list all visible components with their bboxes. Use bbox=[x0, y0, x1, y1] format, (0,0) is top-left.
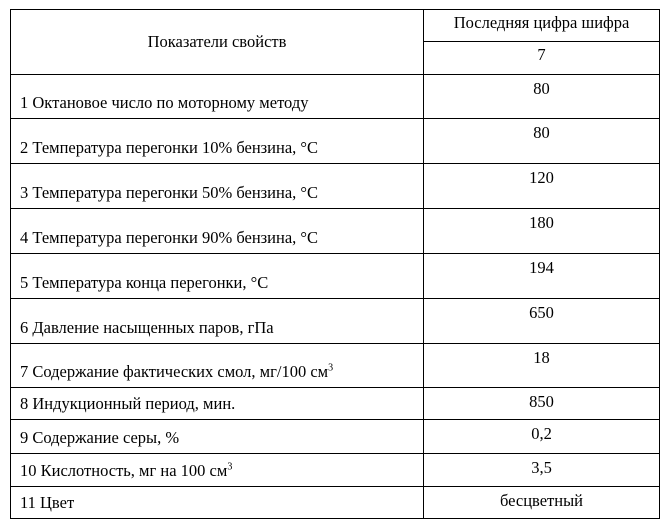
superscript: 3 bbox=[328, 362, 334, 374]
property-value: 0,2 bbox=[531, 424, 552, 443]
property-value: 80 bbox=[533, 123, 550, 142]
table-row bbox=[11, 254, 660, 299]
table-row bbox=[11, 119, 660, 164]
property-value: бесцветный bbox=[499, 491, 584, 510]
cipher-digit-cell bbox=[424, 42, 660, 75]
table-row bbox=[11, 454, 660, 487]
property-name: 9 Содержание серы, % bbox=[20, 428, 180, 447]
table-row bbox=[11, 420, 660, 454]
property-name: 3 Температура перегонки 50% бензина, °С bbox=[20, 183, 319, 202]
table-row bbox=[11, 164, 660, 209]
property-name: 1 Октановое число по моторному методу bbox=[20, 93, 309, 112]
table-row bbox=[11, 299, 660, 344]
table-row bbox=[11, 388, 660, 420]
table-row bbox=[11, 344, 660, 388]
property-value: 120 bbox=[529, 168, 554, 187]
property-name: 6 Давление насыщенных паров, гПа bbox=[20, 318, 274, 337]
superscript: 3 bbox=[227, 461, 233, 473]
property-value: 80 bbox=[533, 79, 550, 98]
property-value: 850 bbox=[529, 392, 554, 411]
property-name: 4 Температура перегонки 90% бензина, °С bbox=[20, 228, 319, 247]
property-value: 18 bbox=[533, 348, 550, 367]
cipher-header-cell bbox=[424, 10, 660, 42]
property-name: 8 Индукционный период, мин. bbox=[20, 394, 236, 413]
cipher-digit: 7 bbox=[537, 45, 546, 64]
property-name: 7 Содержание фактических смол, мг/100 см bbox=[20, 362, 329, 381]
cipher-header: Последняя цифра шифра bbox=[453, 13, 630, 32]
property-value: 180 bbox=[529, 213, 554, 232]
properties-header: Показатели свойств bbox=[147, 32, 287, 51]
property-name: 10 Кислотность, мг на 100 см bbox=[20, 461, 228, 480]
properties-header-cell bbox=[11, 10, 424, 75]
table-row bbox=[11, 209, 660, 254]
table-row bbox=[11, 75, 660, 119]
header-row bbox=[11, 10, 660, 42]
property-value: 650 bbox=[529, 303, 554, 322]
property-name: 11 Цвет bbox=[20, 493, 75, 512]
property-name: 2 Температура перегонки 10% бензина, °С bbox=[20, 138, 319, 157]
property-value: 194 bbox=[529, 258, 554, 277]
property-name: 5 Температура конца перегонки, °С bbox=[20, 273, 269, 292]
property-value: 3,5 bbox=[531, 458, 552, 477]
properties-table bbox=[10, 9, 660, 519]
table-row bbox=[11, 487, 660, 519]
